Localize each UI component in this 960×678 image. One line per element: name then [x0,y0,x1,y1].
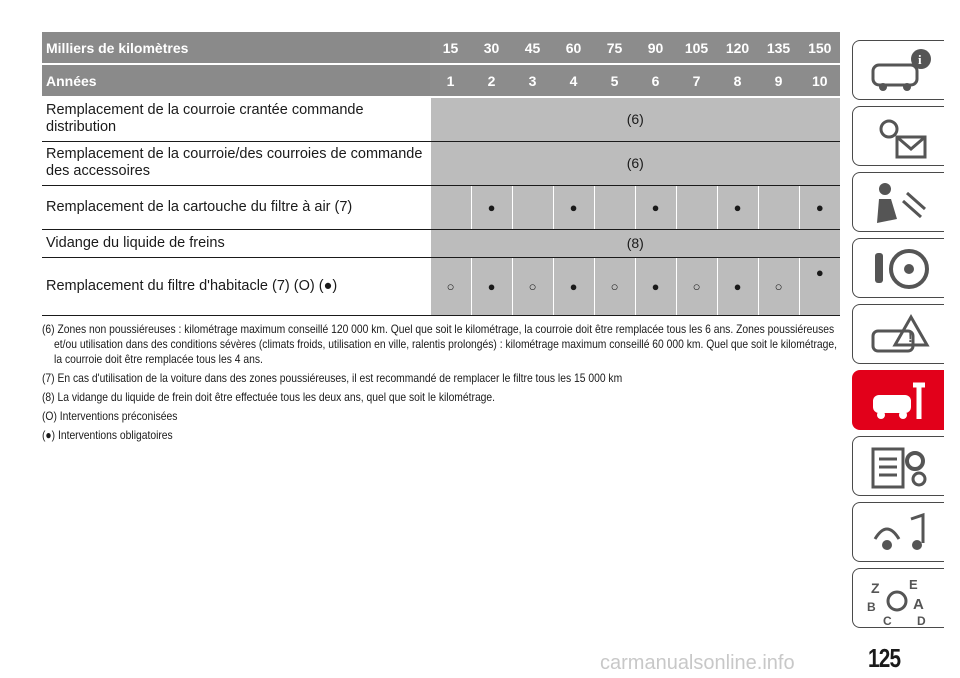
chapter-tab[interactable] [852,238,944,298]
table-row [42,141,840,185]
years-header-cell: 1 [430,64,471,97]
footnote: (O) Interventions préconisées [42,408,178,423]
schedule-cell [471,185,512,229]
operation-label: Remplacement de la courroie/des courroies de commande des accessoires [42,141,430,185]
schedule-cell [717,257,758,315]
years-header-cell: 9 [758,64,799,97]
recommended-mark: ○ [774,279,783,294]
chapter-tab[interactable] [852,502,944,562]
schedule-cell [594,257,635,315]
years-header-cell: 10 [799,64,840,97]
schedule-cell [758,257,799,315]
operation-label: Remplacement du filtre d'habitacle (7) (O) (●) [42,257,430,315]
schedule-cell [594,185,635,229]
footnote: (●) Interventions obligatoires [42,427,173,442]
table-row [42,97,840,141]
years-header-cell: 5 [594,64,635,97]
schedule-cell [512,257,553,315]
schedule-cell [717,185,758,229]
chapter-tabs [852,40,947,634]
recommended-mark: ○ [692,279,701,294]
table-row [42,257,840,315]
schedule-cell [799,257,840,315]
schedule-cell [758,185,799,229]
km-header-cell: 45 [512,32,553,64]
recommended-mark: ○ [528,279,537,294]
mandatory-mark: ● [487,279,496,294]
years-header-cell: 7 [676,64,717,97]
km-header-cell: 120 [717,32,758,64]
chapter-tab[interactable] [852,370,944,430]
chapter-tab[interactable] [852,436,944,496]
mandatory-mark: ● [651,200,660,215]
chapter-tab[interactable] [852,40,944,100]
footnote: (8) La vidange du liquide de frein doit être effectuée tous les deux ans, quel que soit le kilométrage. [42,389,496,404]
mandatory-mark: ● [733,279,742,294]
years-header-cell: 8 [717,64,758,97]
years-header-label: Années [42,64,430,97]
svg-text:C: C [883,614,892,625]
chapter-tab[interactable] [852,172,944,232]
mandatory-mark: ● [487,200,496,215]
km-header [42,32,840,64]
watermark: carmanualsonline.info [600,652,795,674]
km-header-cell: 75 [594,32,635,64]
km-header-label: Milliers de kilomètres [42,32,430,64]
years-header [42,64,840,97]
schedule-cell [512,185,553,229]
operation-label: Remplacement de la courroie crantée commande distribution [42,97,430,141]
interval-note: (8) [430,229,840,257]
km-header-cell: 105 [676,32,717,64]
schedule-cell [635,185,676,229]
schedule-cell [676,185,717,229]
table-row [42,229,840,257]
interval-note: (6) [430,141,840,185]
schedule-cell [471,257,512,315]
footnote: (7) En cas d'utilisation de la voiture dans des zones poussiéreuses, il est recommandé de remplacer le filtre tous les 15 000 km [42,370,623,385]
schedule-cell [553,185,594,229]
years-header-cell: 6 [635,64,676,97]
maintenance-schedule [42,32,840,447]
maintenance-table [42,32,840,316]
footnotes [42,322,838,443]
years-header-cell: 4 [553,64,594,97]
mandatory-mark: ● [651,279,660,294]
km-header-cell: 30 [471,32,512,64]
km-header-cell: 60 [553,32,594,64]
schedule-cell [799,185,840,229]
km-header-cell: 135 [758,32,799,64]
svg-text:B: B [867,600,876,614]
mandatory-mark: ● [815,200,824,215]
km-header-cell: 15 [430,32,471,64]
page-number: 125 [868,643,901,673]
schedule-cell [635,257,676,315]
years-header-cell: 2 [471,64,512,97]
km-header-cell: 90 [635,32,676,64]
mandatory-mark: ● [569,200,578,215]
svg-text:E: E [909,577,918,592]
schedule-cell [676,257,717,315]
schedule-cell [430,185,471,229]
chapter-tab[interactable] [852,568,944,628]
chapter-tab[interactable] [852,304,944,364]
interval-note: (6) [430,97,840,141]
mandatory-mark: ● [815,264,824,280]
table-row [42,185,840,229]
km-header-cell: 150 [799,32,840,64]
chapter-tab[interactable] [852,106,944,166]
footnote: (6) Zones non poussiéreuses : kilométrage maximum conseillé 120 000 km. Quel que soit le kilométrage, la courroie doit être remplacée tous les 6 ans. Zones poussiéreuses et/ou utilisation dans des conditions sévères (climats froids, utilisation en ville, ralentis prolongés) : kilométrage maximum conseillé 60 000 km. Quel que soit le kilométrage, la courroie doit être remplacée tous les 4 ans. [42,321,838,366]
recommended-mark: ○ [610,279,619,294]
schedule-cell [430,257,471,315]
years-header-cell: 3 [512,64,553,97]
svg-text:A: A [913,596,924,613]
operation-label: Vidange du liquide de freins [42,229,430,257]
svg-text:D: D [917,614,926,625]
mandatory-mark: ● [569,279,578,294]
svg-text:Z: Z [871,580,880,596]
schedule-cell [553,257,594,315]
svg-text:i: i [918,52,922,67]
recommended-mark: ○ [446,279,455,294]
svg-text:!: ! [908,329,913,345]
mandatory-mark: ● [733,200,742,215]
operation-label: Remplacement de la cartouche du filtre à air (7) [42,185,430,229]
